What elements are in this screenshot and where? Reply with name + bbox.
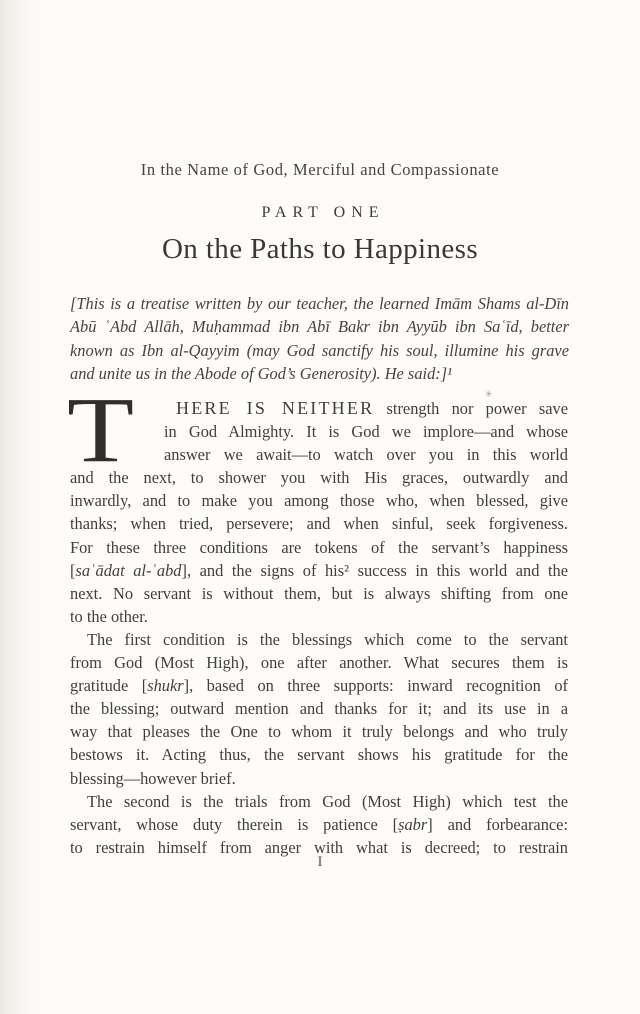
text-line: [saʿādat al-ʿabd], and the signs of his² success in this world and the [70,560,569,580]
text-line: Abū ʿAbd Allāh, Muḥammad ibn Abī Bakr ibn Ayyūb ibn Saʿīd, better [70,317,569,337]
text-line: [This is a treatise written by our teacher, the learned Imām Shams al-Dīn [70,294,569,313]
text-line: in God Almighty. It is God we implore—and whose [164,422,568,442]
text-line: and the next, to shower you with His graces, outwardly and [70,468,568,488]
text-line: from God (Most High), one after another. What secures them is [70,653,568,673]
paragraph-one [70,420,568,628]
paragraph-three [70,790,568,859]
invocation-line: In the Name of God, Merciful and Compassionate [140,160,500,179]
opening-small-caps: HERE IS NEITHER [176,398,375,418]
text-line: and unite us in the Abode of God’s Generosity). He said:]¹ [70,363,453,383]
text-line: gratitude [shukr], based on three supports: inward recognition of [70,676,568,696]
text-line: bestows it. Acting thus, the servant shows his gratitude for the [70,745,568,765]
text-line: answer we await—to watch over you in this world [164,445,568,465]
drop-cap-letter: T [67,379,135,482]
text-line: to the other. [70,606,148,626]
part-label: PART ONE [261,204,385,221]
text-line: servant, whose duty therein is patience [ṣabr] and forbearance: [70,814,568,834]
translator-preface [70,292,569,385]
page-number: I [317,854,323,870]
text-line: The second is the trials from God (Most High) which test the [87,791,568,811]
text-line: the blessing; outward mention and thanks for it; and its use in a [70,699,568,719]
text-line: to restrain himself from anger with what is decreed; to restrain [70,837,568,857]
body-text [67,379,569,859]
text-line: known as Ibn al-Qayyim (may God sanctify his soul, illumine his grave [70,340,569,360]
chapter-title: On the Paths to Happiness [161,233,479,265]
text-line: The first condition is the blessings which come to the servant [87,629,568,649]
text-line: blessing—however brief. [70,768,236,788]
text-line: inwardly, and to make you among those who, when blessed, give [70,491,568,511]
text-line: thanks; when tried, persevere; and when sinful, seek forgiveness. [70,514,568,534]
paragraph-two [70,628,568,790]
text-line: For these three conditions are tokens of the servant’s happiness [70,537,568,557]
opening-line-rest: strength nor power save [374,399,568,418]
fleuron-ornament-icon: ✳ [485,390,493,400]
text-line [176,397,568,420]
text-line: next. No servant is without them, but is always shifting from one [70,583,568,603]
text-line: way that pleases the One to whom it truly belongs and who truly [70,722,568,742]
